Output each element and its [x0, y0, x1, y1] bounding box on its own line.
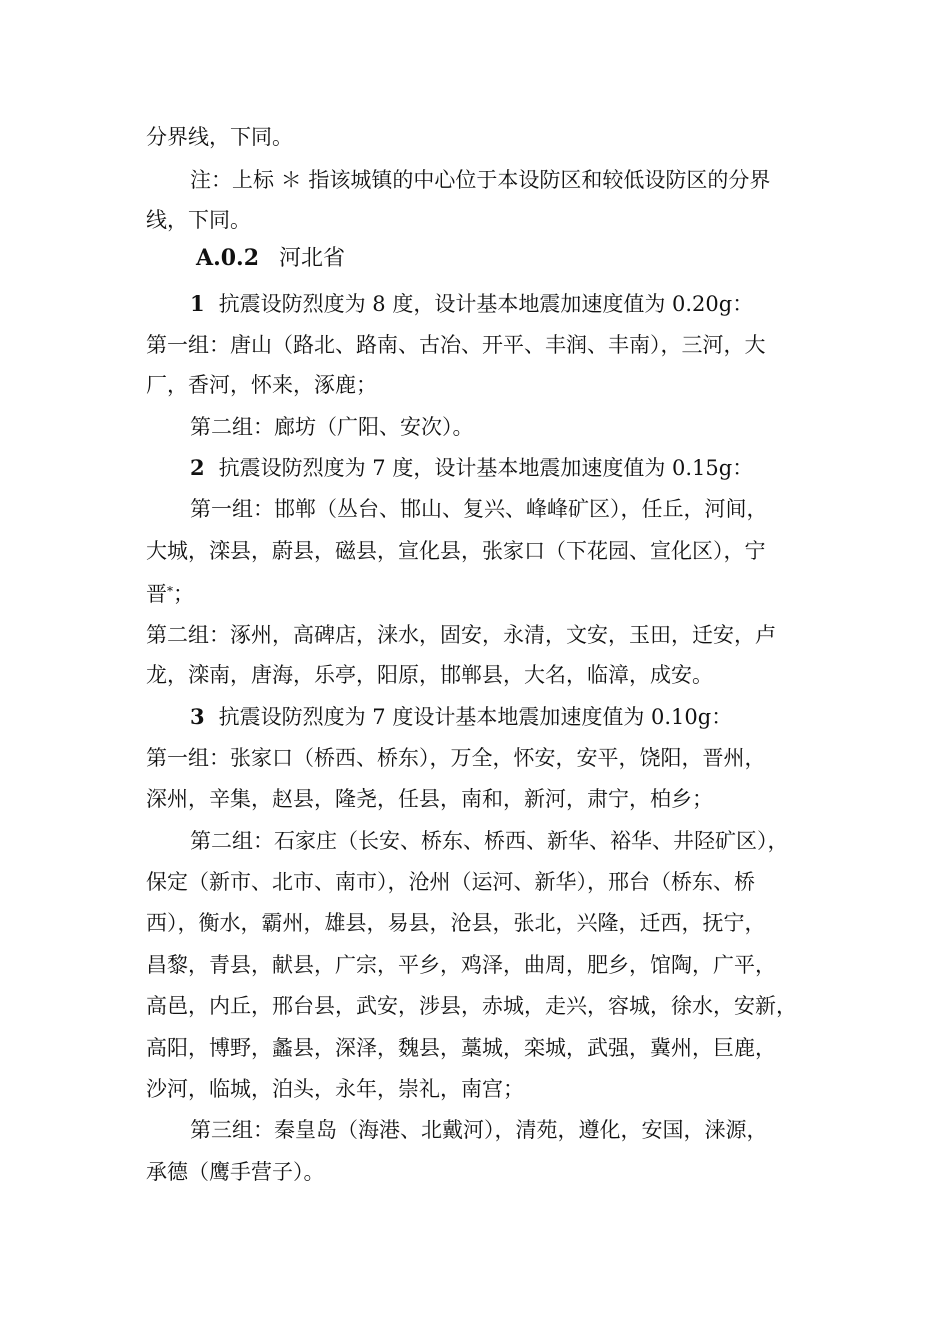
text-line: 第三组：秦皇岛（海港、北戴河），清苑，遵化，安国，涞源，	[190, 1118, 768, 1142]
item-number: 1	[190, 291, 205, 316]
asterisk-marker: *	[167, 584, 173, 598]
text-line: 大城，滦县，蔚县，磁县，宣化县，张家口（下花园、宣化区），宁	[146, 539, 766, 563]
text-line: 分界线，下同。	[146, 125, 293, 149]
text-line: 第一组：唐山（路北、路南、古冶、开平、丰润、丰南），三河，大	[146, 333, 766, 357]
text-line: 第一组：张家口（桥西、桥东），万全，怀安，安平，饶阳，晋州，	[146, 746, 766, 770]
text-line: 高阳，博野，蠡县，深泽，魏县，藁城，栾城，武强，冀州，巨鹿，	[146, 1036, 776, 1060]
item-number: 2	[190, 455, 205, 480]
text-line: 第一组：邯郸（丛台、邯山、复兴、峰峰矿区），任丘，河间，	[190, 497, 768, 521]
text-line: 昌黎，青县，献县，广宗，平乡，鸡泽，曲周，肥乡，馆陶，广平，	[146, 953, 776, 977]
text-line: 保定（新市、北市、南市），沧州（运河、新华），邢台（桥东、桥	[146, 870, 755, 894]
item-heading: 2 抗震设防烈度为 7 度，设计基本地震加速度值为 0.15g：	[190, 455, 754, 480]
item-heading: 1 抗震设防烈度为 8 度，设计基本地震加速度值为 0.20g：	[190, 291, 754, 316]
text-line: 线，下同。	[146, 208, 251, 232]
note-line: 注：上标 ＊ 指该城镇的中心位于本设防区和较低设防区的分界	[190, 168, 771, 192]
text-line: 沙河，临城，泊头，永年，崇礼，南宫；	[146, 1077, 524, 1101]
item-heading: 3 抗震设防烈度为 7 度设计基本地震加速度值为 0.10g：	[190, 704, 733, 729]
text-line: 高邑，内丘，邢台县，武安，涉县，赤城，走兴，容城，徐水，安新，	[146, 994, 797, 1018]
text-line: 西），衡水，霸州，雄县，易县，沧县，张北，兴隆，迁西，抚宁，	[146, 911, 766, 935]
text-line: 晋*；	[146, 582, 194, 606]
text-line: 深州，辛集，赵县，隆尧，任县，南和，新河，肃宁，柏乡；	[146, 787, 713, 811]
text-line: 第二组：石家庄（长安、桥东、桥西、新华、裕华、井陉矿区），	[190, 829, 789, 853]
section-heading	[196, 243, 345, 274]
text-line: 第二组：涿州，高碑店，涞水，固安，永清，文安，玉田，迁安，卢	[146, 623, 776, 647]
text-line: 第二组：廊坊（广阳、安次）。	[190, 415, 474, 439]
section-number: A.0.2	[196, 245, 260, 271]
item-number: 3	[190, 704, 205, 729]
text-line: 承德（鹰手营子）。	[146, 1160, 325, 1184]
text-line: 龙，滦南，唐海，乐亭，阳原，邯郸县，大名，临漳，成安。	[146, 663, 713, 687]
text-line: 厂，香河，怀来，涿鹿；	[146, 373, 377, 397]
section-title: 河北省	[279, 246, 346, 271]
